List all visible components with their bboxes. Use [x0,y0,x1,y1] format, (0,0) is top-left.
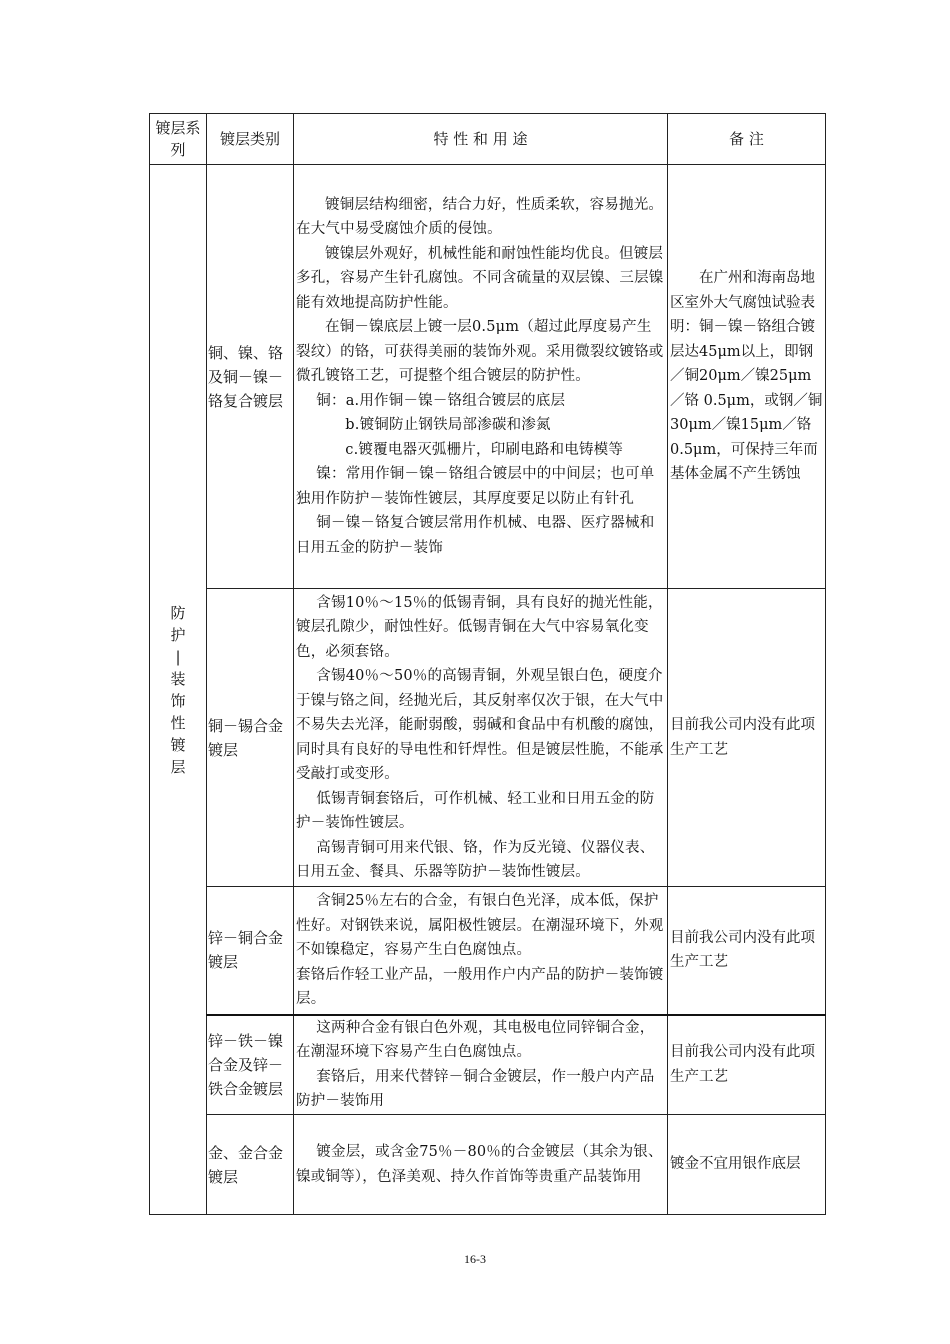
category-cell: 锌－铁－镍合金及锌－铁合金镀层 [207,1015,294,1115]
header-notes: 备 注 [668,114,826,165]
description-cell [294,1015,668,1115]
desc-paragraph: 套铬后作轻工业产品，一般用作户内产品的防护－装饰镀层。 [296,966,664,1007]
desc-paragraph: 镀镍层外观好，机械性能和耐蚀性能均优良。但镀层多孔，容易产生针孔腐蚀。不同含硫量的双层镍、三层镍能有效地提高防护性能。 [296,245,664,311]
header-row [150,114,826,165]
desc-paragraph: 镍：常用作铜－镍－铬组合镀层中的中间层；也可单独用作防护－装饰性镀层，其厚度要足以防止有针孔 [296,466,655,507]
description-cell [294,589,668,887]
note-cell: 目前我公司内没有此项生产工艺 [668,887,826,1015]
note-cell: 目前我公司内没有此项生产工艺 [668,589,826,887]
desc-paragraph: 镀金层，或含金75％－80％的合金镀层（其余为银、镍或铜等），色泽美观、持久作首饰等贵重产品装饰用 [296,1144,663,1185]
desc-paragraph: 低锡青铜套铬后，可作机械、轻工业和日用五金的防护－装饰性镀层。 [296,790,655,831]
header-properties: 特 性 和 用 途 [294,114,668,165]
description-cell [294,887,668,1015]
desc-paragraph: 含铜25％左右的合金，有银白色光泽，成本低，保护性好。对钢铁来说，属阳极性镀层。在潮湿环境下，外观不如镍稳定，容易产生白色腐蚀点。 [296,893,664,958]
desc-paragraph: 镀铜层结构细密，结合力好，性质柔软，容易抛光。在大气中易受腐蚀介质的侵蚀。 [296,196,664,238]
header-category: 镀层类别 [207,114,294,165]
desc-paragraph: b.镀铜防止钢铁局部渗碳和渗氮 [345,417,551,434]
series-cell [150,165,207,1215]
desc-paragraph: 这两种合金有银白色外观，其电极电位同锌铜合金，在潮湿环境下容易产生白色腐蚀点。 [296,1019,655,1061]
category-cell: 金、金合金镀层 [207,1115,294,1215]
desc-paragraph: 在铜－镍底层上镀一层0.5μm（超过此厚度易产生裂纹）的铬，可获得美丽的装饰外观。采用微裂纹镀铬或微孔镀铬工艺，可提整个组合镀层的防护性。 [296,319,664,385]
description-cell [294,1115,668,1215]
table-row [150,165,826,589]
series-char: 装 [170,669,186,688]
series-char: 镀 [170,735,186,754]
desc-paragraph: 铜－镍－铬复合镀层常用作机械、电器、医疗器械和日用五金的防护－装饰 [296,515,655,556]
note-cell: 镀金不宜用银作底层 [668,1115,826,1215]
category-cell: 锌－铜合金镀层 [207,887,294,1015]
series-char: 护 [170,625,186,644]
description-cell [294,165,668,589]
table-row [150,1015,826,1115]
header-series: 镀层系列 [150,114,207,165]
series-char: 饰 [170,691,186,710]
category-cell: 铜、镍、铬及铜－镍－铬复合镀层 [207,165,294,589]
series-char: | [175,647,181,666]
plating-table [149,113,826,1215]
series-char: 防 [170,603,186,622]
note-text: 在广州和海南岛地区室外大气腐蚀试验表明：铜－镍－铬组合镀层达45μm以上，即钢／铜20μm／镍25μm／铬 0.5μm，或钢／铜30μm／镍15μm／铬 0.5μm，可保持三年而基体金属不产生锈蚀 [670,270,823,483]
desc-paragraph: 铜：a.用作铜－镍－铬组合镀层的底层 [316,392,566,409]
note-cell: 目前我公司内没有此项生产工艺 [668,1015,826,1115]
desc-paragraph: c.镀覆电器灭弧栅片，印刷电路和电铸模等 [345,441,624,458]
note-cell [668,165,826,589]
table-row [150,589,826,887]
category-cell: 铜－锡合金镀层 [207,589,294,887]
desc-paragraph: 高锡青铜可用来代银、铬，作为反光镜、仪器仪表、日用五金、餐具、乐器等防护－装饰性镀层。 [296,839,655,880]
series-char: 层 [170,757,186,776]
desc-paragraph: 含锡40％～50％的高锡青铜，外观呈银白色，硬度介于镍与铬之间，经抛光后，其反射率仅次于银，在大气中不易失去光泽，能耐弱酸，弱碱和食品中有机酸的腐蚀，同时具有良好的导电性和钎焊性。但是镀层性脆，不能承受敲打或变形。 [296,668,664,782]
desc-paragraph: 含锡10％～15％的低锡青铜，具有良好的抛光性能，镀层孔隙少，耐蚀性好。低锡青铜在大气中容易氧化变色，必须套铬。 [296,594,663,660]
page-number: 16-3 [464,1252,486,1266]
series-char: 性 [170,713,186,732]
desc-paragraph: 套铬后，用来代替锌－铜合金镀层，作一般户内产品防护－装饰用 [296,1068,655,1110]
table-row [150,1115,826,1215]
table-row [150,887,826,1015]
